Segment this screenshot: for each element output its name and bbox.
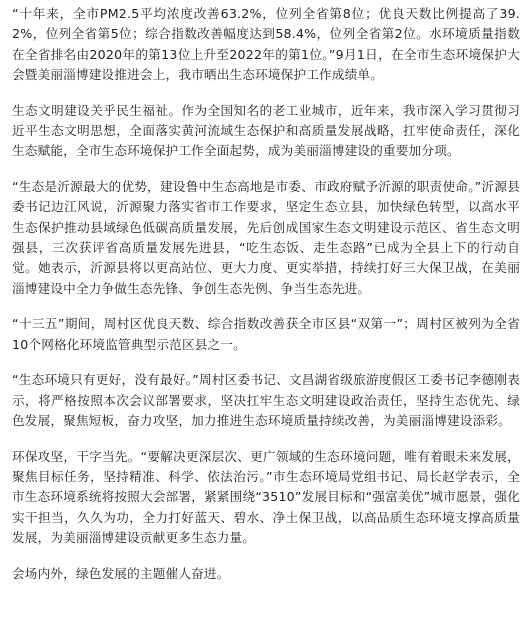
paragraph-zhoucun-secretary: “生态环境只有更好，没有最好。”周村区委书记、文昌湖省级旅游度假区工委书记李德刚表示，将严格按照本次会议部署要求，坚决扛牢生态文明建设政治责任，坚持生态优先、绿色发展，聚焦短板，奋力攻坚，加力推进生态环境质量持续改善，为美丽淄博建设添彩。 (12, 372, 520, 429)
paragraph-yiyuan-county: “生态是沂源最大的优势，建设鲁中生态高地是市委、市政府赋予沂源的职责使命。”沂源县委书记边江风说，沂源聚力落实省市工作要求，坚定生态立县，加快绿色转型，以高水平生态保护推动县域绿色低碳高质量发展，先后创成国家生态文明建设示范区、省生态文明强县，三次获评省高质量发展先进县，“吃生态饭、走生态路”已成为全县上下的行动自觉。她表示，沂源县将以更高站位、更大力度、更实举措，持续打好三大保卫战，在美丽淄博建设中全力争做生态先锋、争创生态先例、争当生态先进。 (12, 179, 520, 296)
paragraph-environment-bureau: 环保攻坚，干字当先。“要解决更深层次、更广领域的生态环境问题，唯有着眼未来发展，聚焦目标任务，坚持精准、科学、依法治污。”市生态环境局党组书记、局长赵学表示，全市生态环境系统将按照大会部署，紧紧围绕“3510”发展目标和“强富美优”城市愿景，强化实干担当，久久为功，全力打好蓝天、碧水、净土保卫战，以高品质生态环境支撑高质量发展，为美丽淄博建设贡献更多生态力量。 (12, 448, 520, 546)
paragraph-air-quality-stats: “十年来，全市PM2.5平均浓度改善63.2%，位列全省第8位；优良天数比例提高了39.2%，位列全省第5位；综合指数改善幅度达到58.4%，位列全省第2位。水环境质量指数在全省排名由2020年的第13位上升至2022年的第1位。”9月1日，在全市生态环境保护大会暨美丽淄博建设推进会上，我市晒出生态环境保护工作成绩单。 (12, 6, 520, 82)
paragraph-closing: 会场内外，绿色发展的主题催人奋进。 (12, 565, 230, 581)
paragraph-zhoucun-achievements: “十三五”期间，周村区优良天数、综合指数改善获全市区县“双第一”；周村区被列为全省10个网格化环境监管典型示范区县之一。 (12, 316, 520, 352)
paragraph-ecological-civilization: 生态文明建设关乎民生福祉。作为全国知名的老工业城市，近年来，我市深入学习贯彻习近平生态文明思想，全面落实黄河流域生态保护和高质量发展战略，扛牢使命责任，深化生态赋能，全市生态环境保护工作全面起势，成为美丽淄博建设的重要加分项。 (12, 102, 520, 159)
